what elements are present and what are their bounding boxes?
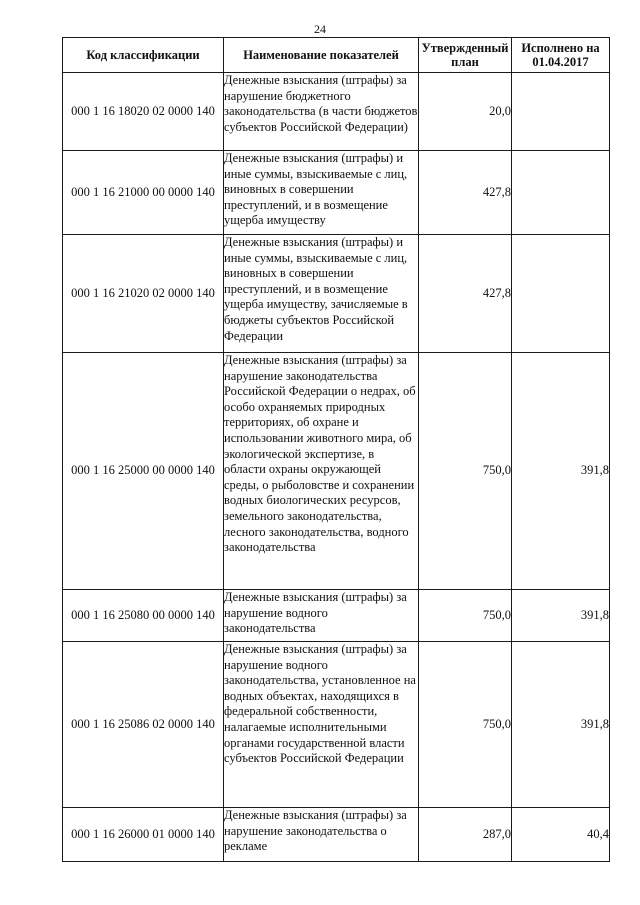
classification-code: 000 1 16 21020 02 0000 140 — [63, 235, 224, 353]
executed-amount — [512, 235, 610, 353]
indicator-name: Денежные взыскания (штрафы) за нарушение бюджетного законодательства (в части бюджетов субъектов Российской Федерации) — [224, 73, 419, 151]
classification-code: 000 1 16 25086 02 0000 140 — [63, 642, 224, 808]
table-row — [63, 642, 610, 808]
table-row — [63, 353, 610, 590]
table-row — [63, 73, 610, 151]
classification-code: 000 1 16 25080 00 0000 140 — [63, 590, 224, 642]
indicator-name: Денежные взыскания (штрафы) и иные суммы, взыскиваемые с лиц, виновных в совершении преступлений, и в возмещение ущерба имуществу, зачисляемые в бюджеты субъектов Российской Федерации — [224, 235, 419, 353]
classification-code: 000 1 16 21000 00 0000 140 — [63, 151, 224, 235]
approved-plan: 750,0 — [419, 590, 512, 642]
classification-code: 000 1 16 26000 01 0000 140 — [63, 808, 224, 862]
classification-code: 000 1 16 18020 02 0000 140 — [63, 73, 224, 151]
table-row — [63, 590, 610, 642]
header-name: Наименование показателей — [224, 38, 419, 73]
indicator-name: Денежные взыскания (штрафы) за нарушение водного законодательства, установленное на водных объектах, находящихся в федеральной собственности, налагаемые исполнительными органами государственной власти субъектов Российской Федерации — [224, 642, 419, 808]
executed-amount — [512, 151, 610, 235]
approved-plan: 750,0 — [419, 642, 512, 808]
indicator-name: Денежные взыскания (штрафы) и иные суммы, взыскиваемые с лиц, виновных в совершении преступлений, и в возмещение ущерба имуществу — [224, 151, 419, 235]
executed-amount: 40,4 — [512, 808, 610, 862]
table-header-row — [63, 38, 610, 73]
executed-amount: 391,8 — [512, 353, 610, 590]
executed-amount — [512, 73, 610, 151]
table-row — [63, 151, 610, 235]
table-row — [63, 235, 610, 353]
approved-plan: 287,0 — [419, 808, 512, 862]
table-row — [63, 808, 610, 862]
indicator-name: Денежные взыскания (штрафы) за нарушение водного законодательства — [224, 590, 419, 642]
approved-plan: 20,0 — [419, 73, 512, 151]
indicator-name: Денежные взыскания (штрафы) за нарушение законодательства Российской Федерации о недрах, об особо охраняемых природных территориях, об охране и использовании животного мира, об экологической экспертизе, в области охраны окружающей среды, о рыболовстве и сохранении водных биологических ресурсов, земельного законодательства, лесного законодательства, водного законодательства — [224, 353, 419, 590]
executed-amount: 391,8 — [512, 642, 610, 808]
approved-plan: 427,8 — [419, 235, 512, 353]
header-code: Код классификации — [63, 38, 224, 73]
page-number: 24 — [314, 22, 326, 36]
approved-plan: 427,8 — [419, 151, 512, 235]
classification-code: 000 1 16 25000 00 0000 140 — [63, 353, 224, 590]
header-done: Исполнено на 01.04.2017 — [512, 38, 610, 73]
revenue-table — [62, 37, 610, 862]
approved-plan: 750,0 — [419, 353, 512, 590]
indicator-name: Денежные взыскания (штрафы) за нарушение законодательства о рекламе — [224, 808, 419, 862]
header-plan: Утвержденный план — [419, 38, 512, 73]
executed-amount: 391,8 — [512, 590, 610, 642]
